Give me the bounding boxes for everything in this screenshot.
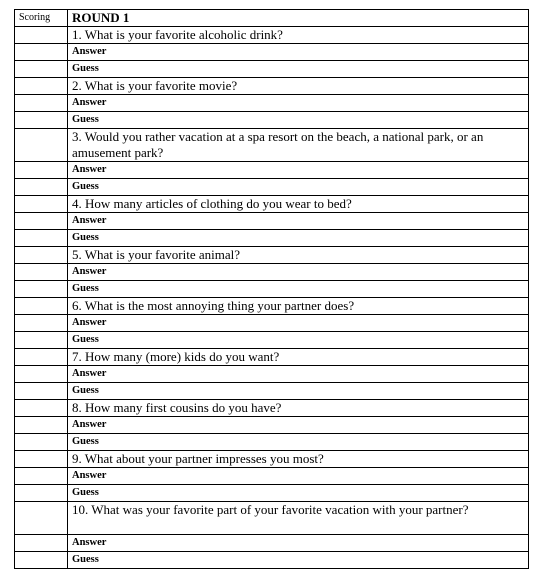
answer-row <box>15 162 529 179</box>
question-row <box>15 27 529 44</box>
score-cell[interactable] <box>15 383 68 400</box>
question-text: 1. What is your favorite alcoholic drink? <box>68 27 529 44</box>
score-cell[interactable] <box>15 78 68 95</box>
score-cell[interactable] <box>15 281 68 298</box>
question-row <box>15 78 529 95</box>
question-row <box>15 349 529 366</box>
answer-row <box>15 417 529 434</box>
question-text: 10. What was your favorite part of your favorite vacation with your partner? <box>68 502 529 535</box>
question-text: 4. How many articles of clothing do you wear to bed? <box>68 196 529 213</box>
guess-label[interactable]: Guess <box>68 332 529 349</box>
score-cell[interactable] <box>15 112 68 129</box>
guess-row <box>15 112 529 129</box>
answer-label[interactable]: Answer <box>68 417 529 434</box>
quiz-sheet-table <box>14 9 529 569</box>
question-row <box>15 298 529 315</box>
scoring-header: Scoring <box>15 10 68 27</box>
guess-label[interactable]: Guess <box>68 61 529 78</box>
question-row <box>15 451 529 468</box>
question-row <box>15 129 529 162</box>
question-row <box>15 502 529 535</box>
score-cell[interactable] <box>15 298 68 315</box>
score-cell[interactable] <box>15 162 68 179</box>
guess-row <box>15 179 529 196</box>
score-cell[interactable] <box>15 315 68 332</box>
answer-label[interactable]: Answer <box>68 468 529 485</box>
guess-row <box>15 383 529 400</box>
guess-row <box>15 552 529 569</box>
guess-row <box>15 332 529 349</box>
score-cell[interactable] <box>15 247 68 264</box>
score-cell[interactable] <box>15 552 68 569</box>
answer-label[interactable]: Answer <box>68 95 529 112</box>
guess-row <box>15 230 529 247</box>
answer-row <box>15 535 529 552</box>
answer-row <box>15 315 529 332</box>
guess-label[interactable]: Guess <box>68 179 529 196</box>
score-cell[interactable] <box>15 485 68 502</box>
question-text: 3. Would you rather vacation at a spa resort on the beach, a national park, or an amusement park? <box>68 129 529 162</box>
question-text: 5. What is your favorite animal? <box>68 247 529 264</box>
answer-label[interactable]: Answer <box>68 162 529 179</box>
guess-label[interactable]: Guess <box>68 281 529 298</box>
guess-label[interactable]: Guess <box>68 552 529 569</box>
header-row <box>15 10 529 27</box>
answer-label[interactable]: Answer <box>68 366 529 383</box>
score-cell[interactable] <box>15 451 68 468</box>
score-cell[interactable] <box>15 61 68 78</box>
question-row <box>15 196 529 213</box>
score-cell[interactable] <box>15 179 68 196</box>
answer-label[interactable]: Answer <box>68 264 529 281</box>
score-cell[interactable] <box>15 129 68 162</box>
question-text: 2. What is your favorite movie? <box>68 78 529 95</box>
score-cell[interactable] <box>15 44 68 61</box>
score-cell[interactable] <box>15 468 68 485</box>
answer-label[interactable]: Answer <box>68 315 529 332</box>
score-cell[interactable] <box>15 535 68 552</box>
guess-label[interactable]: Guess <box>68 112 529 129</box>
guess-row <box>15 61 529 78</box>
guess-row <box>15 485 529 502</box>
question-text: 6. What is the most annoying thing your partner does? <box>68 298 529 315</box>
question-row <box>15 400 529 417</box>
question-row <box>15 247 529 264</box>
question-text: 9. What about your partner impresses you most? <box>68 451 529 468</box>
score-cell[interactable] <box>15 366 68 383</box>
answer-label[interactable]: Answer <box>68 44 529 61</box>
score-cell[interactable] <box>15 332 68 349</box>
guess-row <box>15 281 529 298</box>
score-cell[interactable] <box>15 434 68 451</box>
round-title: ROUND 1 <box>68 10 529 27</box>
score-cell[interactable] <box>15 349 68 366</box>
score-cell[interactable] <box>15 213 68 230</box>
answer-row <box>15 264 529 281</box>
score-cell[interactable] <box>15 230 68 247</box>
answer-label[interactable]: Answer <box>68 213 529 230</box>
score-cell[interactable] <box>15 95 68 112</box>
score-cell[interactable] <box>15 27 68 44</box>
score-cell[interactable] <box>15 400 68 417</box>
score-cell[interactable] <box>15 417 68 434</box>
guess-row <box>15 434 529 451</box>
answer-row <box>15 44 529 61</box>
guess-label[interactable]: Guess <box>68 383 529 400</box>
answer-label[interactable]: Answer <box>68 535 529 552</box>
guess-label[interactable]: Guess <box>68 485 529 502</box>
answer-row <box>15 213 529 230</box>
score-cell[interactable] <box>15 502 68 535</box>
answer-row <box>15 468 529 485</box>
answer-row <box>15 95 529 112</box>
question-text: 7. How many (more) kids do you want? <box>68 349 529 366</box>
guess-label[interactable]: Guess <box>68 434 529 451</box>
score-cell[interactable] <box>15 196 68 213</box>
question-text: 8. How many first cousins do you have? <box>68 400 529 417</box>
answer-row <box>15 366 529 383</box>
guess-label[interactable]: Guess <box>68 230 529 247</box>
score-cell[interactable] <box>15 264 68 281</box>
